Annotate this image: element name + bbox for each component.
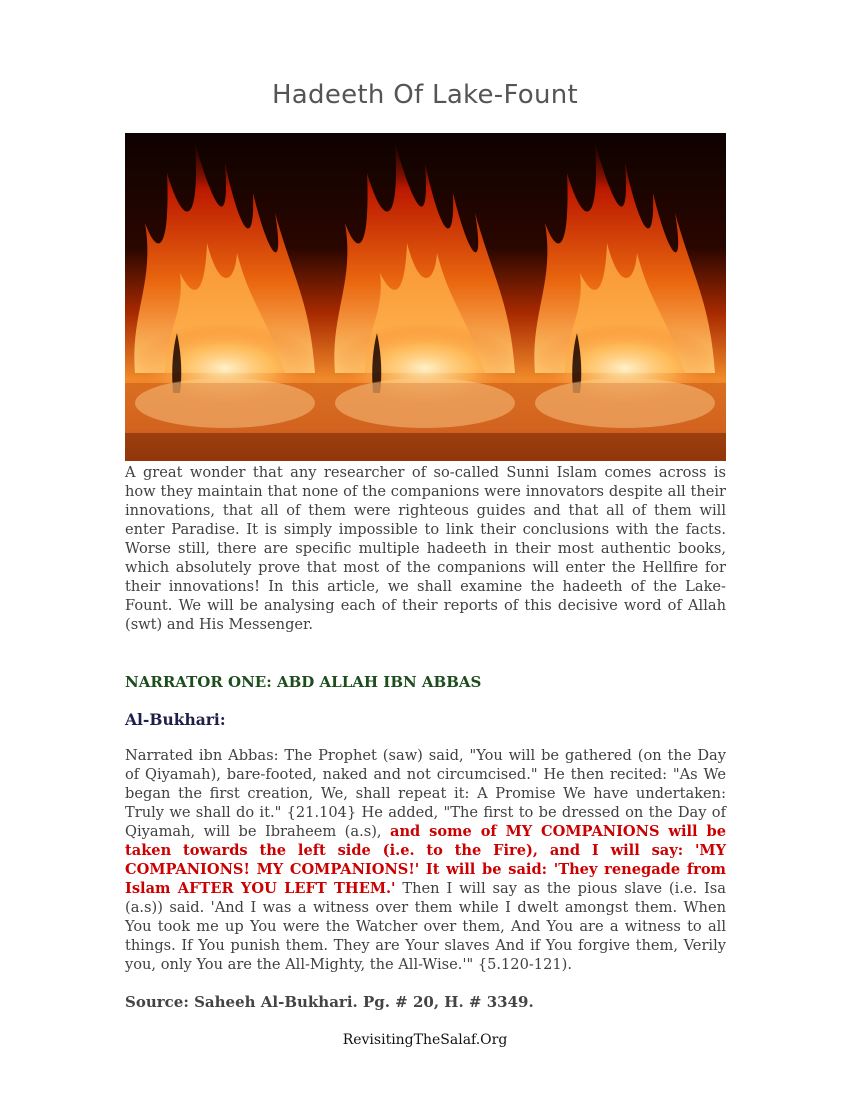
page-title: Hadeeth Of Lake-Fount xyxy=(271,80,579,110)
hadith-highlight: and some of MY COMPANIONS will be taken towards the left side (i.e. to the Fire), and I will say: 'MY COMPANIONS! MY COMPANIONS!' It will be said: 'They renegade from Islam AFTER YOU LEFT THEM.' xyxy=(125,823,726,897)
narrator-heading: NARRATOR ONE: ABD ALLAH IBN ABBAS xyxy=(125,673,482,691)
hadith-paragraph xyxy=(125,746,726,974)
source-citation: Source: Saheeh Al-Bukhari. Pg. # 20, H. # 3349. xyxy=(125,993,534,1011)
fire-image xyxy=(125,133,726,461)
intro-paragraph: A great wonder that any researcher of so-called Sunni Islam comes across is how they maintain that none of the companions were innovators despite all their innovations, that all of them were righteous guides and that all of them will enter Paradise. It is simply impossible to link their conclusions with the facts. Worse still, there are specific multiple hadeeth in their most authentic books, which absolutely prove that most of the companions will enter the Hellfire for their innovations! In this article, we shall examine the hadeeth of the Lake-Fount. We will be analysing each of their reports of this decisive word of Allah (swt) and His Messenger. xyxy=(125,464,726,633)
fire-image-art xyxy=(125,133,726,461)
footer-site-name: RevisitingTheSalaf.Org xyxy=(342,1032,508,1048)
hadith-text-part2: Then I will say as the pious slave (i.e. Isa (a.s)) said. 'And I was a witness over them while I dwelt amongst them. When You took me up You were the Watcher over them, And You are a witness to all things. If You punish them. They are Your slaves And if You forgive them, Verily you, only You are the All-Mighty, the All-Wise.'" {5.120-121). xyxy=(125,880,726,973)
source-book-heading: Al-Bukhari: xyxy=(125,710,226,729)
hadith-text-part1: Narrated ibn Abbas: The Prophet (saw) said, "You will be gathered (on the Day of Qiyamah), bare-footed, naked and not circumcised." He then recited: "As We began the first creation, We, shall repeat it: A Promise We have undertaken: Truly we shall do it." {21.104} He added, "The first to be dressed on the Day of Qiyamah, will be Ibraheem (a.s), xyxy=(125,747,726,840)
